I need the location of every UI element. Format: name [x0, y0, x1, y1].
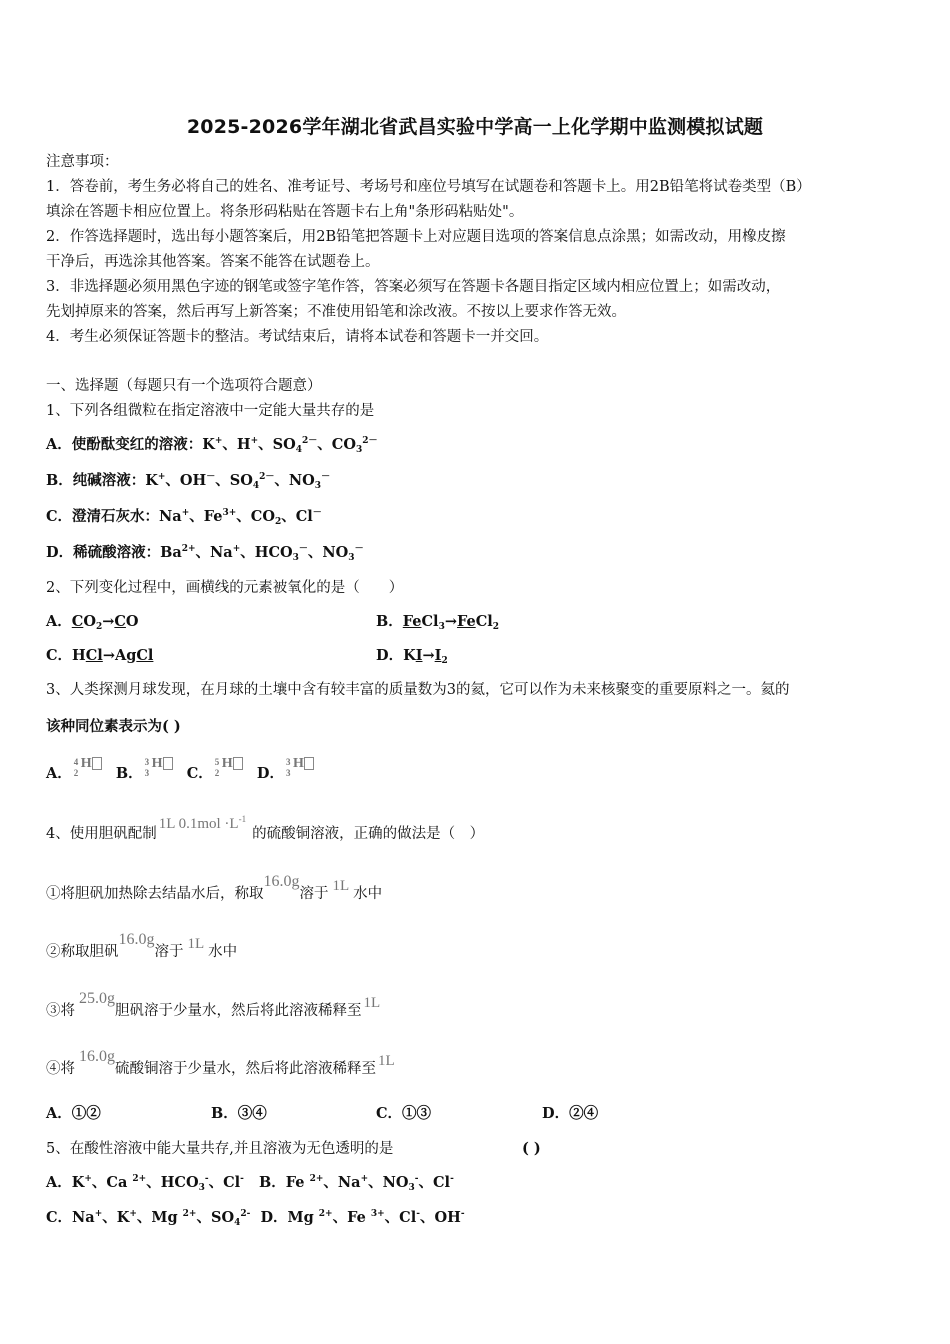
question-1-option-a: A．使酚酞变红的溶液：K+、H+、$SO_4^{2-}$、$CO_3^{2-}$	[46, 436, 378, 455]
question-5-stem: 5、在酸性溶液中能大量共存,并且溶液为无色透明的是	[46, 1141, 394, 1157]
question-5-options-cd: C．Na+、K+、Mg $^{2+}$、$SO_4^{2-}$ D．Mg $^{2+}$、Fe $^{3+}$、Cl-、OH-	[46, 1209, 465, 1228]
question-5-paren: ( )	[522, 1140, 541, 1157]
question-1-option-b: B．纯碱溶液：K+、OH－、$SO_4^{2-}$、$NO_3^-$	[46, 472, 331, 491]
question-2-option-c: C．HCl→AgCl	[46, 647, 154, 664]
question-4-stem: 4、使用胆矾配制1L $0.1mol \cdot L^{-1}$的硫酸铜溶液，正确的做法是（ ）	[46, 814, 485, 842]
question-3-options: A． 4 2 H B． 3 3 H C． 5 2 H D． 3 3 H	[46, 758, 318, 784]
isotope-a: 4 2 H	[72, 758, 106, 780]
notice-heading: 注意事项：	[46, 154, 119, 170]
question-3-stem-line-1: 3、人类探测月球发现，在月球的土壤中含有较丰富的质量数为3的氦，它可以作为未来核聚变的重要原料之一。氦的	[46, 682, 790, 698]
page-title: 2025-2026学年湖北省武昌实验中学高一上化学期中监测模拟试题	[186, 116, 764, 138]
section-heading: 一、选择题（每题只有一个选项符合题意）	[46, 378, 322, 394]
question-1-option-d: D．稀硫酸溶液：$Ba^{2+}$、Na+、$HCO_3^-$、$NO_3^-$	[46, 544, 364, 563]
question-5-options-ab: A．K+、Ca $^{2+}$、$HCO_3^-$、Cl- B．Fe $^{2+}$、Na+、$NO_3^-$、Cl-	[46, 1174, 454, 1193]
notice-line-7: 4．考生必须保证答题卡的整洁。考试结束后，请将本试卷和答题卡一并交回。	[46, 329, 549, 345]
question-2-option-d: D．$KI\to I_2$	[376, 647, 448, 666]
question-4-statement-1: ①将胆矾加热除去结晶水后，称取16.0g溶于 1L 水中	[46, 873, 383, 902]
question-4-statement-2: ②称取胆矾16.0g溶于 1L 水中	[46, 931, 238, 960]
question-2-option-b: B．FeCl$_3$→FeCl$_2$	[376, 613, 500, 632]
notice-line-2: 填涂在答题卡相应位置上。将条形码粘贴在答题卡右上角"条形码粘贴处"。	[46, 204, 524, 220]
notice-line-6: 先划掉原来的答案，然后再写上新答案；不准使用铅笔和涂改液。不按以上要求作答无效。	[46, 304, 626, 320]
question-4-option-c: C．①③	[376, 1105, 432, 1122]
question-4-statement-3: ③将25.0g胆矾溶于少量水，然后将此溶液稀释至 1L	[46, 990, 381, 1019]
notice-line-1: 1．答卷前，考生务必将自己的姓名、准考证号、考场号和座位号填写在试题卷和答题卡上。用2B铅笔将试卷类型（B）	[46, 179, 811, 195]
question-2-stem: 2、下列变化过程中，画横线的元素被氧化的是（ ）	[46, 580, 404, 596]
question-4-statement-4: ④将16.0g硫酸铜溶于少量水，然后将此溶液稀释至 1L	[46, 1048, 395, 1077]
question-2-option-a: A．$CO_2\to CO$	[46, 613, 139, 632]
question-4-option-b: B．③④	[211, 1105, 267, 1122]
isotope-d: 3 3 H	[284, 758, 318, 780]
notice-line-3: 2．作答选择题时，选出每小题答案后，用2B铅笔把答题卡上对应题目选项的答案信息点涂黑；如需改动，用橡皮擦	[46, 229, 786, 245]
notice-line-4: 干净后，再选涂其他答案。答案不能答在试题卷上。	[46, 254, 380, 270]
isotope-c: 5 2 H	[213, 758, 247, 780]
question-1-option-c: C．澄清石灰水：Na+、$Fe^{3+}$、$CO_2$、Cl－	[46, 508, 322, 527]
question-4-option-d: D．②④	[542, 1105, 599, 1122]
isotope-b: 3 3 H	[143, 758, 177, 780]
question-1-stem: 1、下列各组微粒在指定溶液中一定能大量共存的是	[46, 403, 375, 419]
question-4-option-a: A．①②	[46, 1105, 101, 1122]
notice-line-5: 3．非选择题必须用黑色字迹的钢笔或签字笔作答，答案必须写在答题卡各题目指定区域内相应位置上；如需改动，	[46, 279, 781, 295]
question-3-stem-line-2: 该种同位素表示为( )	[46, 718, 181, 735]
